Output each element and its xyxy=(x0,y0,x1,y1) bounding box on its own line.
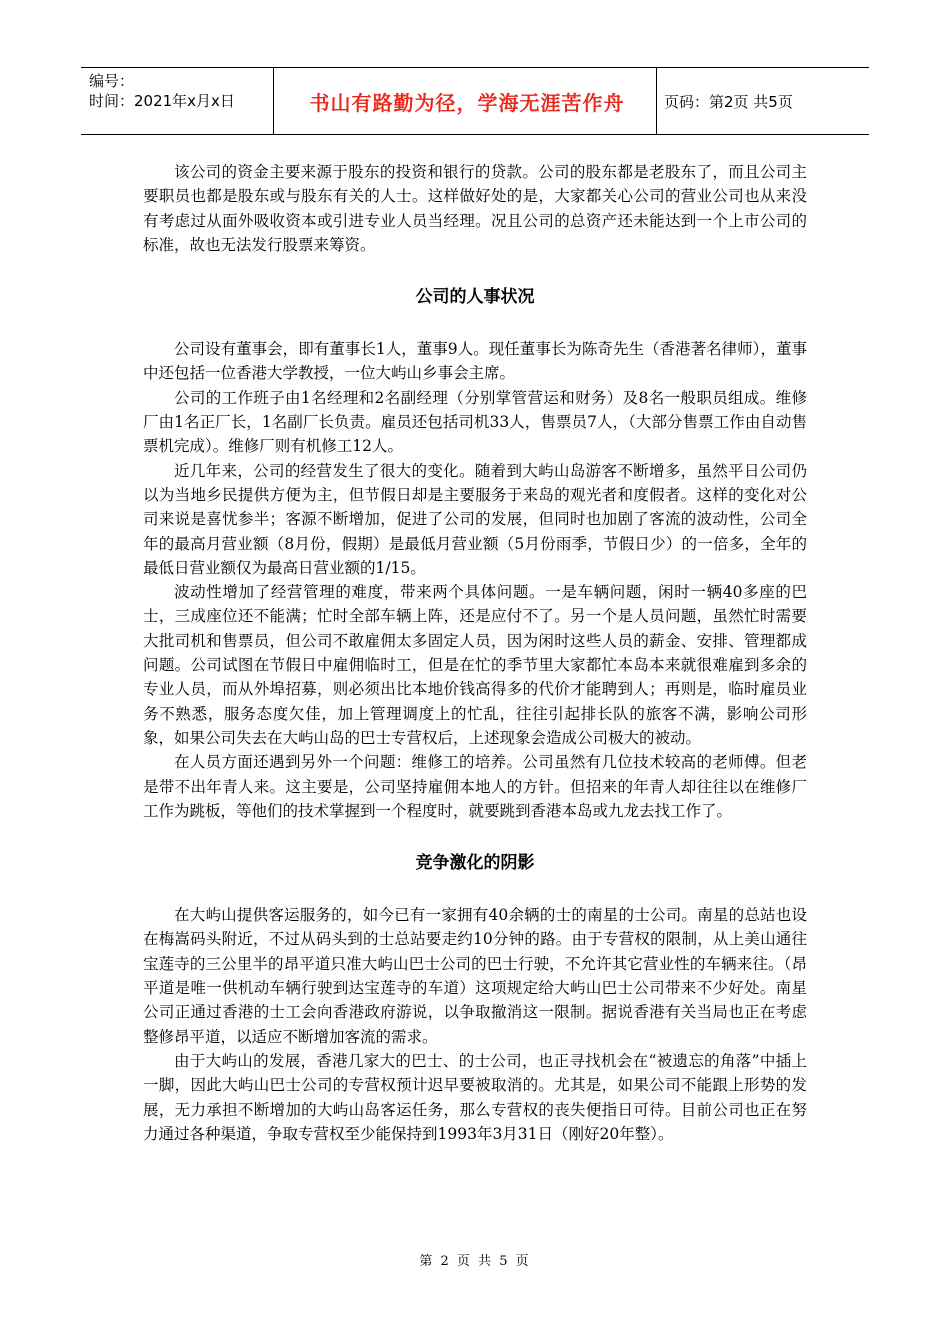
header-motto: 书山有路勤为径，学海无涯苦作舟 xyxy=(309,90,625,115)
paragraph-staff: 公司的工作班子由1名经理和2名副经理（分别掌管营运和财务）及8名一般职员组成。维修厂由1名正厂长，1名副厂长负责。雇员还包括司机33人，售票员7人，（大部分售票工作由自动售票机完成）。维修厂则有机修工12人。 xyxy=(143,388,807,456)
document-date-label: 时间：2021年x月x日 xyxy=(89,92,235,110)
paragraph-franchise: 由于大屿山的发展，香港几家大的巴士、的士公司，也正寻找机会在“被遗忘的角落”中插上一脚，因此大屿山巴士公司的专营权预计迟早要被取消的。尤其是，如果公司不能跟上形势的发展，无力承担不断增加的大屿山岛客运任务，那么专营权的丧失便指日可待。目前公司也正在努力通过各种渠道，争取专营权至少能保持到1993年3月31日（刚好20年整）。 xyxy=(143,1051,807,1143)
document-number-label: 编号： xyxy=(89,72,135,90)
section-heading-personnel: 公司的人事状况 xyxy=(415,287,535,308)
paragraph-business-change: 近几年来，公司的经营发生了很大的变化。随着到大屿山岛游客不断增多，虽然平日公司仍以为当地乡民提供方便为主，但节假日却是主要服务于来岛的观光者和度假者。这样的变化对公司来说是喜忧参半；客源不断增加，促进了公司的发展，但同时也加剧了客流的波动性，公司全年的最高月营业额（8月份，假期）是最低月营业额（5月份雨季，节假日少）的一倍多，全年的最低日营业额仅为最高日营业额的1/15。 xyxy=(143,461,807,577)
header-divider-right xyxy=(656,68,657,134)
paragraph-funding: 该公司的资金主要来源于股东的投资和银行的贷款。公司的股东都是老股东了，而且公司主要职员也都是股东或与股东有关的人士。这样做好处的是，大家都关心公司的营业公司也从来没有考虑过从面外吸收资本或引进专业人员当经理。况且公司的总资产还未能达到一个上市公司的标准，故也无法发行股票来筹资。 xyxy=(143,163,807,254)
paragraph-board: 公司设有董事会，即有董事长1人，董事9人。现任董事长为陈奇先生（香港著名律师），董事中还包括一位香港大学教授，一位大屿山乡事会主席。 xyxy=(143,340,807,383)
document-body xyxy=(143,160,807,1146)
page-header xyxy=(81,67,869,135)
header-meta xyxy=(89,71,235,111)
paragraph-volatility: 波动性增加了经营管理的难度，带来两个具体问题。一是车辆问题，闲时一辆40多座的巴士，三成座位还不能满；忙时全部车辆上阵，还是应付不了。另一个是人员问题，虽然忙时需要大批司机和售票员，但公司不敢雇佣太多固定人员，因为闲时这些人员的薪金、安排、管理都成问题。公司试图在节假日中雇佣临时工，但是在忙的季节里大家都忙本岛本来就很难雇到多余的专业人员，而从外埠招募，则必须出比本地价钱高得多的代价才能聘到人；再则是，临时雇员业务不熟悉，服务态度欠佳，加上管理调度上的忙乱，往往引起排长队的旅客不满，影响公司形象，如果公司失去在大屿山岛的巴士专营权后，上述现象会造成公司极大的被动。 xyxy=(143,583,807,747)
paragraph-mechanics: 在人员方面还遇到另外一个问题：维修工的培养。公司虽然有几位技术较高的老师傅。但老是带不出年青人来。这主要是，公司坚持雇佣本地人的方针。但招来的年青人却往往以在维修厂工作为跳板，等他们的技术掌握到一个程度时，就要跳到香港本岛或九龙去找工作了。 xyxy=(143,753,807,820)
page-footer: 第 2 页 共 5 页 xyxy=(419,1254,531,1269)
header-page-info: 页码：第2页 共5页 xyxy=(664,92,793,111)
paragraph-competitor: 在大屿山提供客运服务的，如今已有一家拥有40余辆的士的南星的士公司。南星的总站也设在梅嵩码头附近，不过从码头到的士总站要走约10分钟的路。由于专营权的限制，从上美山通往宝莲寺的三公里半的昂平道只准大屿山巴士公司的巴士行驶，不允许其它营业性的车辆来往。（昂平道是唯一供机动车辆行驶到达宝莲寺的车道）这项规定给大屿山巴士公司带来不少好处。南星公司正通过香港的士工会向香港政府游说，以争取撤消这一限制。据说香港有关当局也正在考虑整修昂平道，以适应不断增加客流的需求。 xyxy=(143,906,807,1046)
section-heading-competition: 竞争激化的阴影 xyxy=(415,853,535,874)
header-divider-left xyxy=(273,68,274,134)
